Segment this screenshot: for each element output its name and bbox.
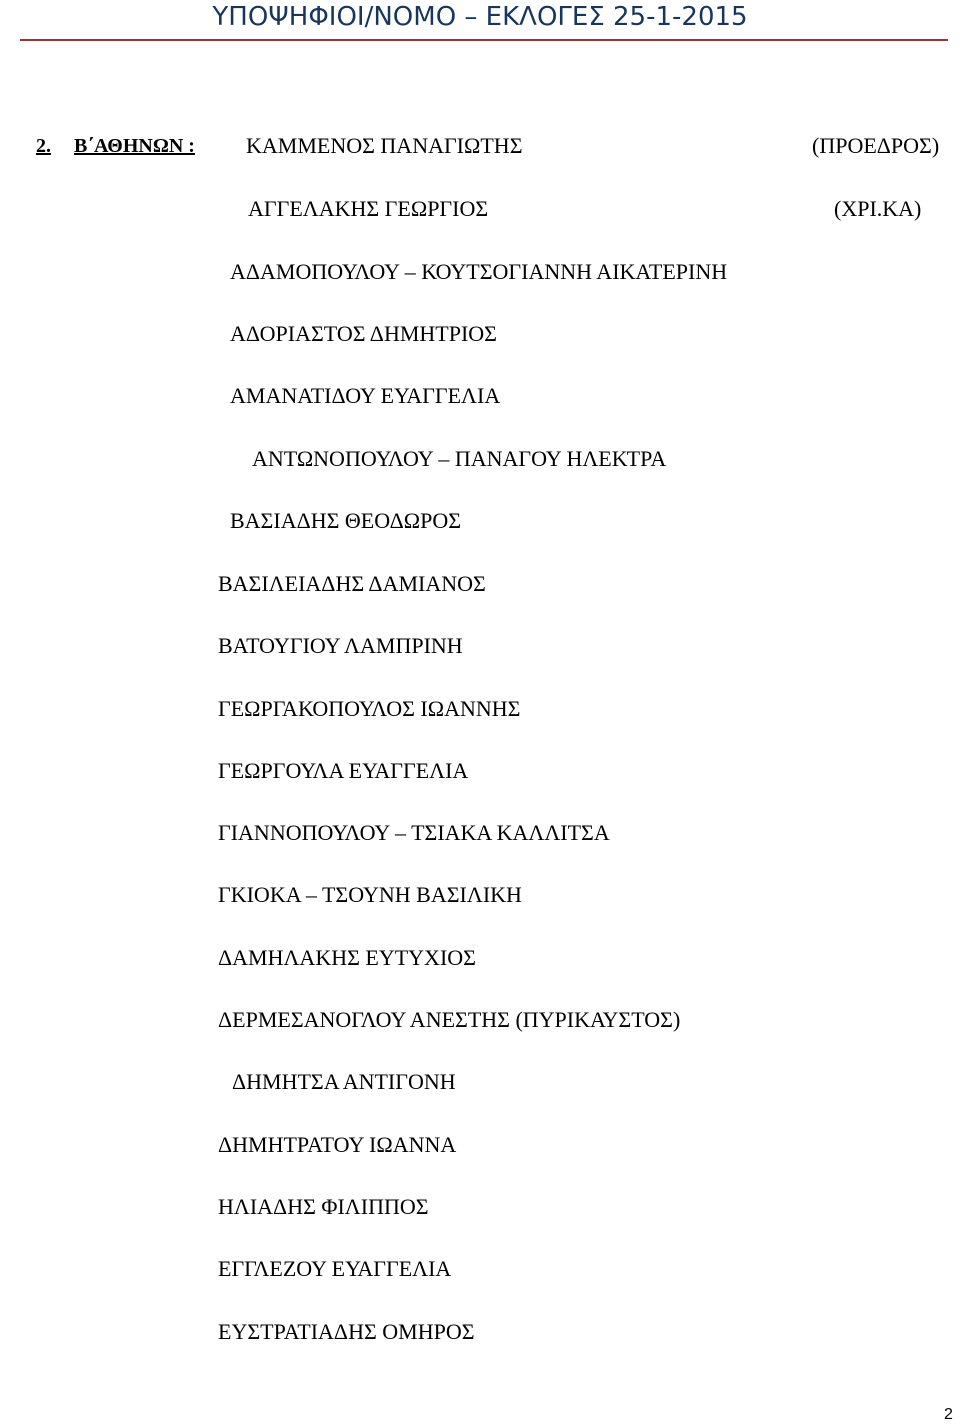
candidate-name: ΗΛΙΑΔΗΣ ΦΙΛΙΠΠΟΣ [218, 1194, 429, 1219]
candidate-name: ΔΑΜΗΛΑΚΗΣ ΕΥΤΥΧΙΟΣ [218, 945, 476, 970]
candidate-name: ΓΙΑΝΝΟΠΟΥΛΟΥ – ΤΣΙΑΚΑ ΚΑΛΛΙΤΣΑ [218, 820, 610, 845]
header-divider [20, 39, 948, 41]
candidate-name: ΑΝΤΩΝΟΠΟΥΛΟΥ – ΠΑΝΑΓΟΥ ΗΛΕΚΤΡΑ [252, 446, 667, 471]
district-number: 2. [36, 135, 51, 157]
candidate-name: ΓΕΩΡΓΟΥΛΑ ΕΥΑΓΓΕΛΙΑ [218, 758, 469, 783]
candidate-name: ΑΔΑΜΟΠΟΥΛΟΥ – ΚΟΥΤΣΟΓΙΑΝΝΗ ΑΙΚΑΤΕΡΙΝΗ [230, 259, 728, 284]
page-number: 2 [944, 1406, 953, 1423]
candidate-name: ΑΜΑΝΑΤΙΔΟΥ ΕΥΑΓΓΕΛΙΑ [230, 383, 501, 408]
candidate-name: ΑΓΓΕΛΑΚΗΣ ΓΕΩΡΓΙΟΣ [248, 196, 489, 221]
candidate-name: ΔΕΡΜΕΣΑΝΟΓΛΟΥ ΑΝΕΣΤΗΣ (ΠΥΡΙΚΑΥΣΤΟΣ) [218, 1007, 681, 1032]
candidate-name: ΒΑΤΟΥΓΙΟΥ ΛΑΜΠΡΙΝΗ [218, 633, 463, 658]
candidate-role: (ΠΡΟΕΔΡΟΣ) [812, 133, 940, 158]
candidate-name: ΕΓΓΛΕΖΟΥ ΕΥΑΓΓΕΛΙΑ [218, 1256, 452, 1281]
candidate-name: ΕΥΣΤΡΑΤΙΑΔΗΣ ΟΜΗΡΟΣ [218, 1319, 475, 1344]
candidate-name: ΒΑΣΙΛΕΙΑΔΗΣ ΔΑΜΙΑΝΟΣ [218, 571, 486, 596]
candidate-name: ΚΑΜΜΕΝΟΣ ΠΑΝΑΓΙΩΤΗΣ [246, 133, 523, 158]
candidate-role: (ΧΡΙ.ΚΑ) [834, 196, 922, 221]
district-name: Β΄ΑΘΗΝΩΝ : [74, 135, 195, 157]
candidate-name: ΑΔΟΡΙΑΣΤΟΣ ΔΗΜΗΤΡΙΟΣ [230, 321, 497, 346]
page-header-title: ΥΠΟΨΗΦΙΟΙ/ΝΟΜΟ – ΕΚΛΟΓΕΣ 25-1-2015 [212, 2, 748, 32]
candidate-name: ΔΗΜΗΤΣΑ ΑΝΤΙΓΟΝΗ [232, 1069, 456, 1094]
candidate-name: ΔΗΜΗΤΡΑΤΟΥ ΙΩΑΝΝΑ [218, 1132, 457, 1157]
candidate-name: ΒΑΣΙΑΔΗΣ ΘΕΟΔΩΡΟΣ [230, 508, 462, 533]
candidate-name: ΓΚΙΟΚΑ – ΤΣΟΥΝΗ ΒΑΣΙΛΙΚΗ [218, 882, 522, 907]
candidate-name: ΓΕΩΡΓΑΚΟΠΟΥΛΟΣ ΙΩΑΝΝΗΣ [218, 696, 521, 721]
